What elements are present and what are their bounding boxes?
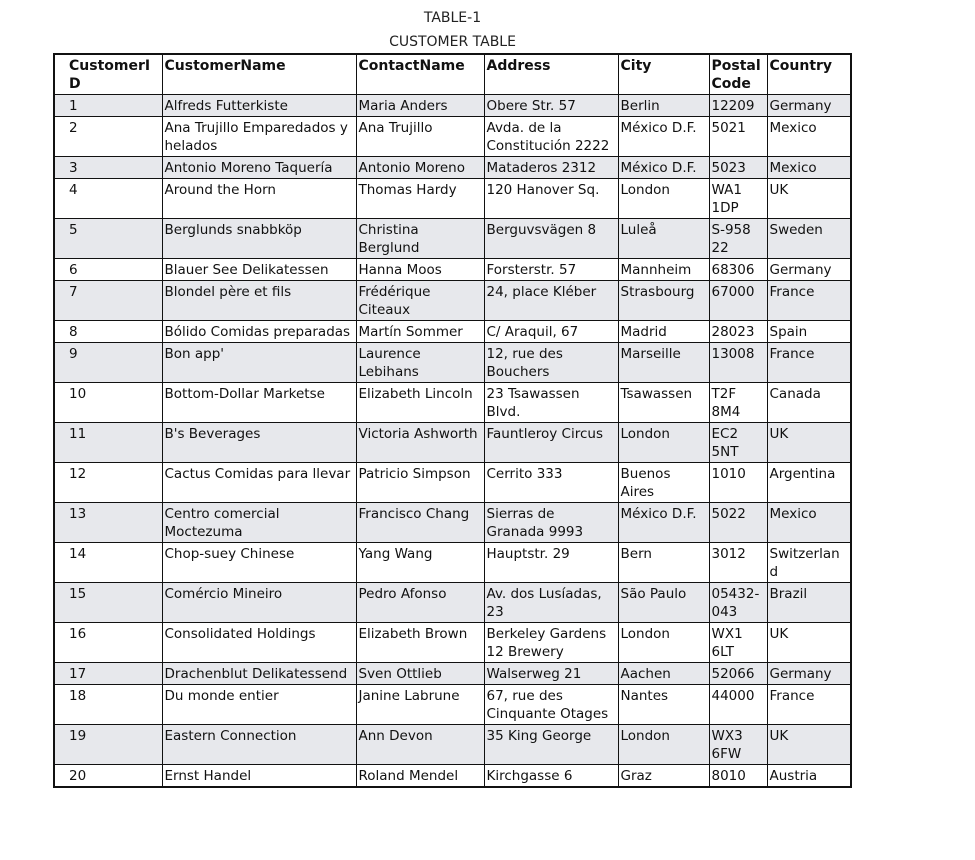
cell-country: Spain	[767, 321, 851, 343]
table-row	[54, 219, 851, 259]
cell-contact-name: Frédérique Citeaux	[356, 281, 484, 321]
column-header-contact-name: ContactName	[356, 54, 484, 95]
cell-customer-name: Cactus Comidas para llevar	[162, 463, 356, 503]
cell-customer-id: 15	[54, 583, 162, 623]
cell-address: 24, place Kléber	[484, 281, 618, 321]
cell-country: UK	[767, 725, 851, 765]
cell-contact-name: Patricio Simpson	[356, 463, 484, 503]
cell-customer-id: 1	[54, 95, 162, 117]
cell-city: London	[618, 179, 709, 219]
cell-city: London	[618, 423, 709, 463]
cell-country: Canada	[767, 383, 851, 423]
cell-customer-id: 3	[54, 157, 162, 179]
cell-city: México D.F.	[618, 157, 709, 179]
cell-city: Bern	[618, 543, 709, 583]
cell-customer-name: Ernst Handel	[162, 765, 356, 788]
cell-country: Mexico	[767, 503, 851, 543]
cell-city: Graz	[618, 765, 709, 788]
cell-postal-code: 5023	[709, 157, 767, 179]
cell-contact-name: Roland Mendel	[356, 765, 484, 788]
cell-contact-name: Thomas Hardy	[356, 179, 484, 219]
table-row	[54, 281, 851, 321]
header-row	[54, 54, 851, 95]
table-row	[54, 685, 851, 725]
cell-postal-code: WX1 6LT	[709, 623, 767, 663]
table-row	[54, 543, 851, 583]
cell-customer-name: Chop-suey Chinese	[162, 543, 356, 583]
cell-customer-id: 19	[54, 725, 162, 765]
table-row	[54, 463, 851, 503]
cell-contact-name: Laurence Lebihans	[356, 343, 484, 383]
cell-contact-name: Maria Anders	[356, 95, 484, 117]
cell-customer-name: Eastern Connection	[162, 725, 356, 765]
cell-city: Nantes	[618, 685, 709, 725]
cell-customer-name: Blondel père et fils	[162, 281, 356, 321]
cell-city: Buenos Aires	[618, 463, 709, 503]
cell-postal-code: 44000	[709, 685, 767, 725]
table-row	[54, 117, 851, 157]
cell-city: Mannheim	[618, 259, 709, 281]
cell-city: México D.F.	[618, 117, 709, 157]
cell-address: Fauntleroy Circus	[484, 423, 618, 463]
cell-contact-name: Hanna Moos	[356, 259, 484, 281]
cell-address: Berguvsvägen 8	[484, 219, 618, 259]
cell-city: London	[618, 725, 709, 765]
cell-postal-code: 1010	[709, 463, 767, 503]
cell-customer-id: 18	[54, 685, 162, 725]
column-header-postal-code: Postal Code	[709, 54, 767, 95]
cell-customer-id: 20	[54, 765, 162, 788]
cell-city: London	[618, 623, 709, 663]
cell-customer-id: 14	[54, 543, 162, 583]
cell-contact-name: Antonio Moreno	[356, 157, 484, 179]
cell-customer-id: 9	[54, 343, 162, 383]
table-row	[54, 423, 851, 463]
cell-city: Marseille	[618, 343, 709, 383]
cell-customer-name: Around the Horn	[162, 179, 356, 219]
cell-postal-code: 5022	[709, 503, 767, 543]
cell-country: Germany	[767, 663, 851, 685]
cell-postal-code: 67000	[709, 281, 767, 321]
table-row	[54, 725, 851, 765]
cell-contact-name: Ann Devon	[356, 725, 484, 765]
cell-customer-id: 10	[54, 383, 162, 423]
cell-customer-name: Consolidated Holdings	[162, 623, 356, 663]
table-row	[54, 663, 851, 685]
table-row	[54, 95, 851, 117]
cell-customer-id: 6	[54, 259, 162, 281]
table-row	[54, 321, 851, 343]
cell-customer-name: Blauer See Delikatessen	[162, 259, 356, 281]
cell-country: UK	[767, 179, 851, 219]
cell-city: Madrid	[618, 321, 709, 343]
cell-postal-code: 05432-043	[709, 583, 767, 623]
column-header-country: Country	[767, 54, 851, 95]
cell-address: 35 King George	[484, 725, 618, 765]
cell-country: France	[767, 343, 851, 383]
cell-postal-code: 8010	[709, 765, 767, 788]
cell-country: UK	[767, 423, 851, 463]
cell-contact-name: Yang Wang	[356, 543, 484, 583]
cell-postal-code: S-958 22	[709, 219, 767, 259]
table-header	[54, 54, 851, 95]
cell-address: Hauptstr. 29	[484, 543, 618, 583]
cell-city: Berlin	[618, 95, 709, 117]
cell-customer-name: B's Beverages	[162, 423, 356, 463]
cell-country: Germany	[767, 259, 851, 281]
cell-postal-code: T2F 8M4	[709, 383, 767, 423]
cell-customer-id: 13	[54, 503, 162, 543]
cell-country: Mexico	[767, 117, 851, 157]
cell-contact-name: Elizabeth Brown	[356, 623, 484, 663]
cell-country: Switzerland	[767, 543, 851, 583]
cell-country: Sweden	[767, 219, 851, 259]
table-row	[54, 343, 851, 383]
cell-contact-name: Christina Berglund	[356, 219, 484, 259]
table-row	[54, 623, 851, 663]
cell-contact-name: Martín Sommer	[356, 321, 484, 343]
cell-postal-code: 28023	[709, 321, 767, 343]
table-label: TABLE-1	[423, 10, 482, 26]
cell-customer-name: Alfreds Futterkiste	[162, 95, 356, 117]
cell-contact-name: Francisco Chang	[356, 503, 484, 543]
cell-postal-code: 5021	[709, 117, 767, 157]
cell-country: Germany	[767, 95, 851, 117]
cell-contact-name: Sven Ottlieb	[356, 663, 484, 685]
table-row	[54, 157, 851, 179]
cell-customer-name: Comércio Mineiro	[162, 583, 356, 623]
cell-customer-id: 11	[54, 423, 162, 463]
cell-address: C/ Araquil, 67	[484, 321, 618, 343]
cell-address: Av. dos Lusíadas, 23	[484, 583, 618, 623]
cell-customer-id: 8	[54, 321, 162, 343]
cell-city: México D.F.	[618, 503, 709, 543]
table-body	[54, 95, 851, 788]
cell-address: Walserweg 21	[484, 663, 618, 685]
cell-customer-name: Bólido Comidas preparadas	[162, 321, 356, 343]
column-header-address: Address	[484, 54, 618, 95]
table-title: CUSTOMER TABLE	[389, 34, 516, 50]
cell-contact-name: Victoria Ashworth	[356, 423, 484, 463]
cell-country: Argentina	[767, 463, 851, 503]
cell-customer-id: 5	[54, 219, 162, 259]
cell-customer-name: Bottom-Dollar Marketse	[162, 383, 356, 423]
cell-customer-name: Antonio Moreno Taquería	[162, 157, 356, 179]
cell-customer-name: Berglunds snabbköp	[162, 219, 356, 259]
cell-country: Brazil	[767, 583, 851, 623]
cell-country: UK	[767, 623, 851, 663]
cell-customer-id: 12	[54, 463, 162, 503]
table-row	[54, 179, 851, 219]
cell-postal-code: 68306	[709, 259, 767, 281]
column-header-city: City	[618, 54, 709, 95]
cell-address: 120 Hanover Sq.	[484, 179, 618, 219]
cell-address: Avda. de la Constitución 2222	[484, 117, 618, 157]
cell-contact-name: Pedro Afonso	[356, 583, 484, 623]
cell-customer-id: 2	[54, 117, 162, 157]
cell-country: France	[767, 685, 851, 725]
cell-customer-name: Du monde entier	[162, 685, 356, 725]
cell-city: São Paulo	[618, 583, 709, 623]
column-header-customer-name: CustomerName	[162, 54, 356, 95]
cell-address: Mataderos 2312	[484, 157, 618, 179]
cell-address: Kirchgasse 6	[484, 765, 618, 788]
cell-contact-name: Elizabeth Lincoln	[356, 383, 484, 423]
cell-postal-code: WX3 6FW	[709, 725, 767, 765]
cell-country: Austria	[767, 765, 851, 788]
cell-address: Obere Str. 57	[484, 95, 618, 117]
cell-contact-name: Ana Trujillo	[356, 117, 484, 157]
cell-customer-name: Drachenblut Delikatessend	[162, 663, 356, 685]
cell-city: Tsawassen	[618, 383, 709, 423]
cell-address: Cerrito 333	[484, 463, 618, 503]
cell-postal-code: WA1 1DP	[709, 179, 767, 219]
cell-city: Aachen	[618, 663, 709, 685]
column-header-customer-id: CustomerID	[54, 54, 162, 95]
cell-postal-code: 12209	[709, 95, 767, 117]
cell-contact-name: Janine Labrune	[356, 685, 484, 725]
table-row	[54, 259, 851, 281]
table-row	[54, 583, 851, 623]
cell-city: Strasbourg	[618, 281, 709, 321]
cell-postal-code: 52066	[709, 663, 767, 685]
cell-address: 67, rue des Cinquante Otages	[484, 685, 618, 725]
cell-country: Mexico	[767, 157, 851, 179]
cell-postal-code: 13008	[709, 343, 767, 383]
cell-address: 12, rue des Bouchers	[484, 343, 618, 383]
table-row	[54, 383, 851, 423]
cell-address: Sierras de Granada 9993	[484, 503, 618, 543]
cell-customer-id: 4	[54, 179, 162, 219]
cell-customer-id: 17	[54, 663, 162, 685]
cell-address: Berkeley Gardens 12 Brewery	[484, 623, 618, 663]
table-row	[54, 765, 851, 788]
cell-customer-id: 7	[54, 281, 162, 321]
cell-address: Forsterstr. 57	[484, 259, 618, 281]
cell-postal-code: 3012	[709, 543, 767, 583]
cell-customer-name: Centro comercial Moctezuma	[162, 503, 356, 543]
customer-table	[53, 53, 852, 788]
cell-customer-name: Ana Trujillo Emparedados y helados	[162, 117, 356, 157]
cell-city: Luleå	[618, 219, 709, 259]
cell-country: France	[767, 281, 851, 321]
cell-address: 23 Tsawassen Blvd.	[484, 383, 618, 423]
cell-customer-name: Bon app'	[162, 343, 356, 383]
cell-customer-id: 16	[54, 623, 162, 663]
cell-postal-code: EC2 5NT	[709, 423, 767, 463]
table-row	[54, 503, 851, 543]
